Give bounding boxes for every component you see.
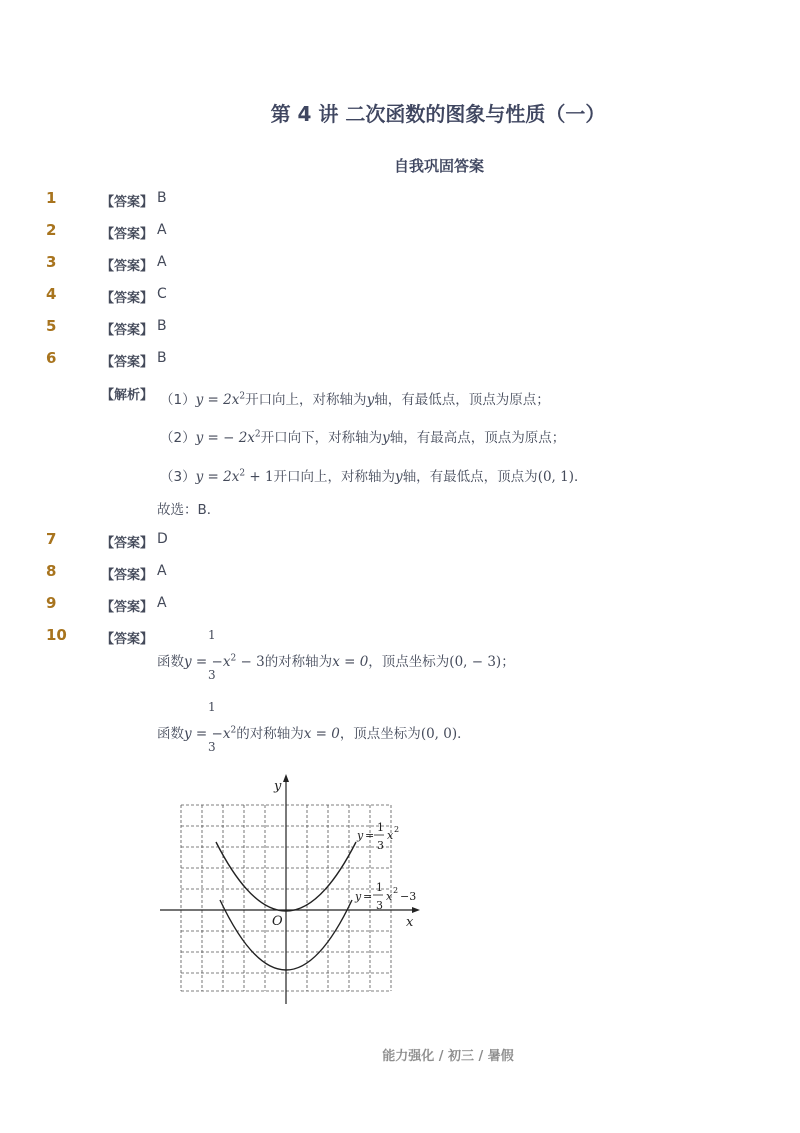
q10-line-2: 函数$y = -x^2$的对称轴为x = 0，顶点坐标为(0, 0)．: [157, 725, 471, 742]
x-axis-label: x: [406, 915, 414, 930]
answer-value-8: A: [157, 563, 167, 579]
question-number-3: 3: [46, 253, 57, 271]
svg-text:3: 3: [376, 899, 383, 912]
question-number-5: 5: [46, 317, 57, 335]
question-number-8: 8: [46, 562, 57, 580]
svg-text:2: 2: [393, 886, 399, 895]
q10-line2-frac-num: 1: [208, 700, 216, 714]
answer-label-4: 【答案】: [101, 291, 154, 306]
answer-value-6: B: [157, 350, 167, 366]
curve2-label: [354, 881, 416, 912]
svg-text:=: =: [365, 829, 375, 842]
x-axis-arrow: [412, 907, 420, 913]
question-number-1: 1: [46, 189, 57, 207]
page-title: 第 4 讲 二次函数的图象与性质（一）: [270, 102, 606, 126]
origin-label: O: [272, 914, 283, 929]
answer-value-4: C: [157, 286, 167, 302]
answer-label-2: 【答案】: [101, 227, 154, 242]
q10-line-1: 函数$y = -x^2 - 3$的对称轴为x = 0，顶点坐标为(0, − 3)；: [157, 653, 515, 670]
answer-label-1: 【答案】: [101, 195, 154, 210]
y-axis-arrow: [283, 774, 289, 782]
question-number-10: 10: [46, 626, 67, 644]
answer-value-2: A: [157, 222, 167, 238]
answer-value-5: B: [157, 318, 167, 334]
answer-label-8: 【答案】: [101, 568, 154, 583]
analysis-line-1: $(1)y = 2x^2$开口向上，对称轴为y轴，有最低点，顶点为原点；: [160, 391, 550, 408]
svg-text:x: x: [387, 829, 394, 842]
answer-label-10: 【答案】: [101, 632, 154, 647]
answer-label-6: 【答案】: [101, 355, 154, 370]
question-number-2: 2: [46, 221, 57, 239]
q10-line1-frac-num: 1: [208, 628, 216, 642]
analysis-conclusion: 故选：B．: [157, 502, 221, 518]
answer-label-5: 【答案】: [101, 323, 154, 338]
answer-label-9: 【答案】: [101, 600, 154, 615]
svg-text:−3: −3: [400, 890, 417, 903]
section-subtitle: 自我巩固答案: [393, 157, 484, 175]
svg-text:y: y: [355, 890, 362, 903]
answer-value-7: D: [157, 531, 168, 547]
answer-value-1: B: [157, 190, 167, 206]
svg-text:y: y: [357, 829, 364, 842]
svg-text:3: 3: [377, 839, 384, 852]
y-axis-label: y: [274, 779, 282, 794]
svg-text:1: 1: [376, 881, 383, 894]
answer-value-3: A: [157, 254, 167, 270]
svg-text:1: 1: [377, 821, 384, 834]
answer-value-9: A: [157, 595, 167, 611]
question-number-9: 9: [46, 594, 57, 612]
svg-text:2: 2: [394, 825, 400, 834]
question-number-6: 6: [46, 349, 57, 367]
question-number-7: 7: [46, 530, 57, 548]
svg-text:x: x: [386, 890, 393, 903]
parabola-graph: [150, 772, 430, 1012]
svg-text:=: =: [363, 890, 373, 903]
analysis-line-2: （2）y = − $2x^2$开口向下，对称轴为y轴，有最高点，顶点为原点；: [160, 429, 566, 446]
page-footer: 能力强化 / 初三 / 暑假: [382, 1049, 514, 1064]
q10-line2-frac-den: 3: [208, 740, 216, 754]
answer-label-7: 【答案】: [101, 536, 154, 551]
answer-label-3: 【答案】: [101, 259, 154, 274]
analysis-line-3: $(3)y = 2x^2 + 1$开口向上，对称轴为y轴，有最低点，顶点为(0, 1)．: [160, 468, 588, 485]
q10-line1-frac-den: 3: [208, 668, 216, 682]
analysis-label: 【解析】: [101, 388, 154, 403]
question-number-4: 4: [46, 285, 57, 303]
